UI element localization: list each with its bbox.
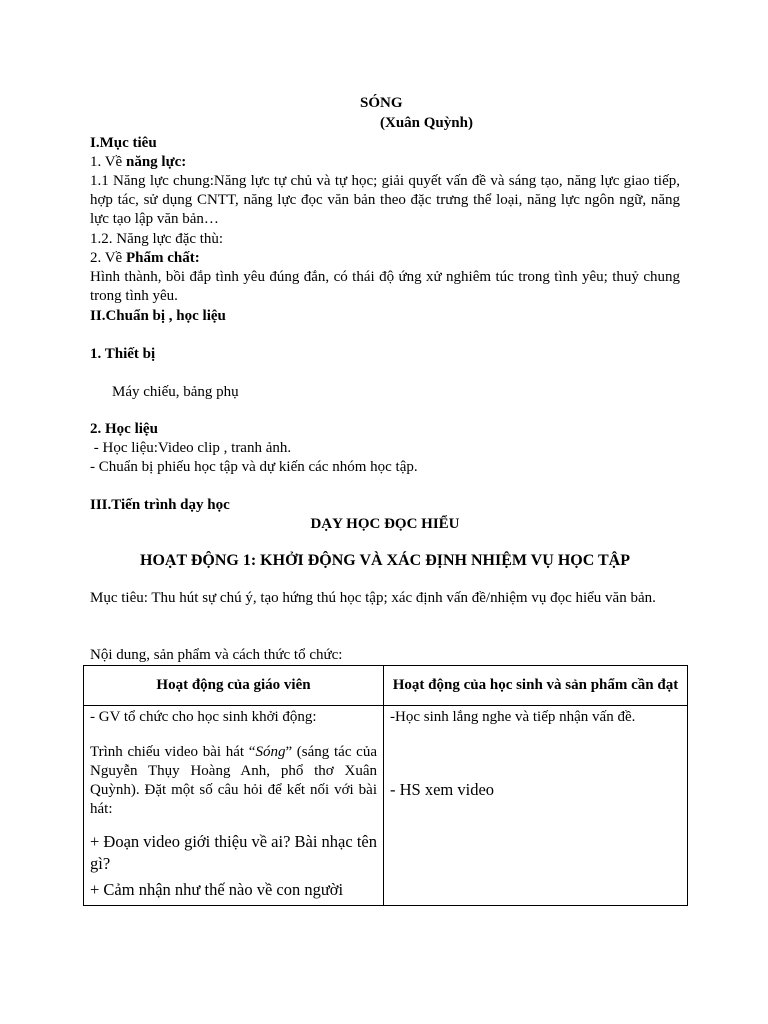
section-2-heading xyxy=(90,307,226,326)
section-2-2-heading: 2. Học liệu xyxy=(90,421,158,437)
activity-title: HOẠT ĐỘNG 1: KHỞI ĐỘNG VÀ XÁC ĐỊNH NHIỆM VỤ HỌC TẬP xyxy=(140,552,630,569)
section-1-2-text: Hình thành, bồi đắp tình yêu đúng đắn, có thái độ ứng xử nghiêm túc trong tình yêu; thuỷ chung trong tình yêu. xyxy=(90,269,680,304)
section-2-heading-numeral: II xyxy=(90,308,102,324)
student-step-2: - HS xem video xyxy=(390,780,495,799)
section-1-1-1-text: 1.1 Năng lực chung:Năng lực tự chủ và tự học; giải quyết vấn đề và sáng tạo, năng lực giao tiếp, hợp tác, sử dụng CNTT, năng lực đọc văn bản theo đặc trưng thể loại, năng lực ngôn ngữ, năng lực tạo lập văn bản… xyxy=(90,173,680,227)
table-header-row xyxy=(84,666,688,706)
section-1-2-prefix: 2. Về xyxy=(90,250,126,266)
student-step-1: -Học sinh lắng nghe và tiếp nhận vấn đề. xyxy=(390,709,636,725)
section-1-2-heading xyxy=(90,249,200,268)
content-line: Nội dung, sản phẩm và cách thức tổ chức: xyxy=(90,647,343,663)
section-1-1-heading xyxy=(90,153,186,172)
teacher-step-2 xyxy=(90,743,377,819)
section-2-heading-text: .Chuẩn bị , học liệu xyxy=(101,308,226,324)
section-2-2-line-1: - Học liệu:Video clip , tranh ảnh. xyxy=(90,440,292,456)
teacher-step-2-c: ” (sáng tác của Nguyễn Thụy Hoàng Anh, phổ thơ Xuân Quỳnh). Đặt một số câu hỏi để kết nối với bài hát: xyxy=(90,744,377,817)
document-author: (Xuân Quỳnh) xyxy=(380,115,473,131)
section-1-1-bold: năng lực: xyxy=(125,154,187,170)
teacher-question-1: + Đoạn video giới thiệu về ai? Bài nhạc tên gì? xyxy=(90,832,377,873)
section-1-2-bold: Phẩm chất: xyxy=(125,250,200,266)
section-2-2-line-2: - Chuẩn bị phiếu học tập và dự kiến các nhóm học tập. xyxy=(90,459,418,475)
activity-table xyxy=(83,665,688,906)
song-title: Sóng xyxy=(255,744,286,760)
document-title: SÓNG xyxy=(360,95,403,111)
section-2-1-text: Máy chiếu, bảng phụ xyxy=(112,384,239,400)
table-row xyxy=(84,706,688,906)
section-3-subheading: DẠY HỌC ĐỌC HIỂU xyxy=(310,516,460,532)
teacher-activity-cell xyxy=(84,706,384,906)
section-1-1-prefix: 1. Về xyxy=(90,154,126,170)
section-1-1-2-text: 1.2. Năng lực đặc thù: xyxy=(90,231,224,247)
teacher-question-2: + Cảm nhận như thế nào về con người xyxy=(90,880,344,899)
section-1-heading: I.Mục tiêu xyxy=(90,135,157,151)
teacher-step-2-a: Trình chiếu video bài hát “ xyxy=(90,744,256,760)
header-student: Hoạt động của học sinh và sản phẩm cần đạt xyxy=(384,666,688,706)
section-2-1-heading: 1. Thiết bị xyxy=(90,346,156,362)
teacher-step-1: - GV tổ chức cho học sinh khởi động: xyxy=(90,709,317,725)
student-activity-cell xyxy=(384,706,688,906)
section-3-heading: III.Tiến trình dạy học xyxy=(90,497,230,513)
header-teacher: Hoạt động của giáo viên xyxy=(84,666,384,706)
activity-goal: Mục tiêu: Thu hút sự chú ý, tạo hứng thú học tập; xác định vấn đề/nhiệm vụ đọc hiểu văn bản. xyxy=(90,590,656,606)
